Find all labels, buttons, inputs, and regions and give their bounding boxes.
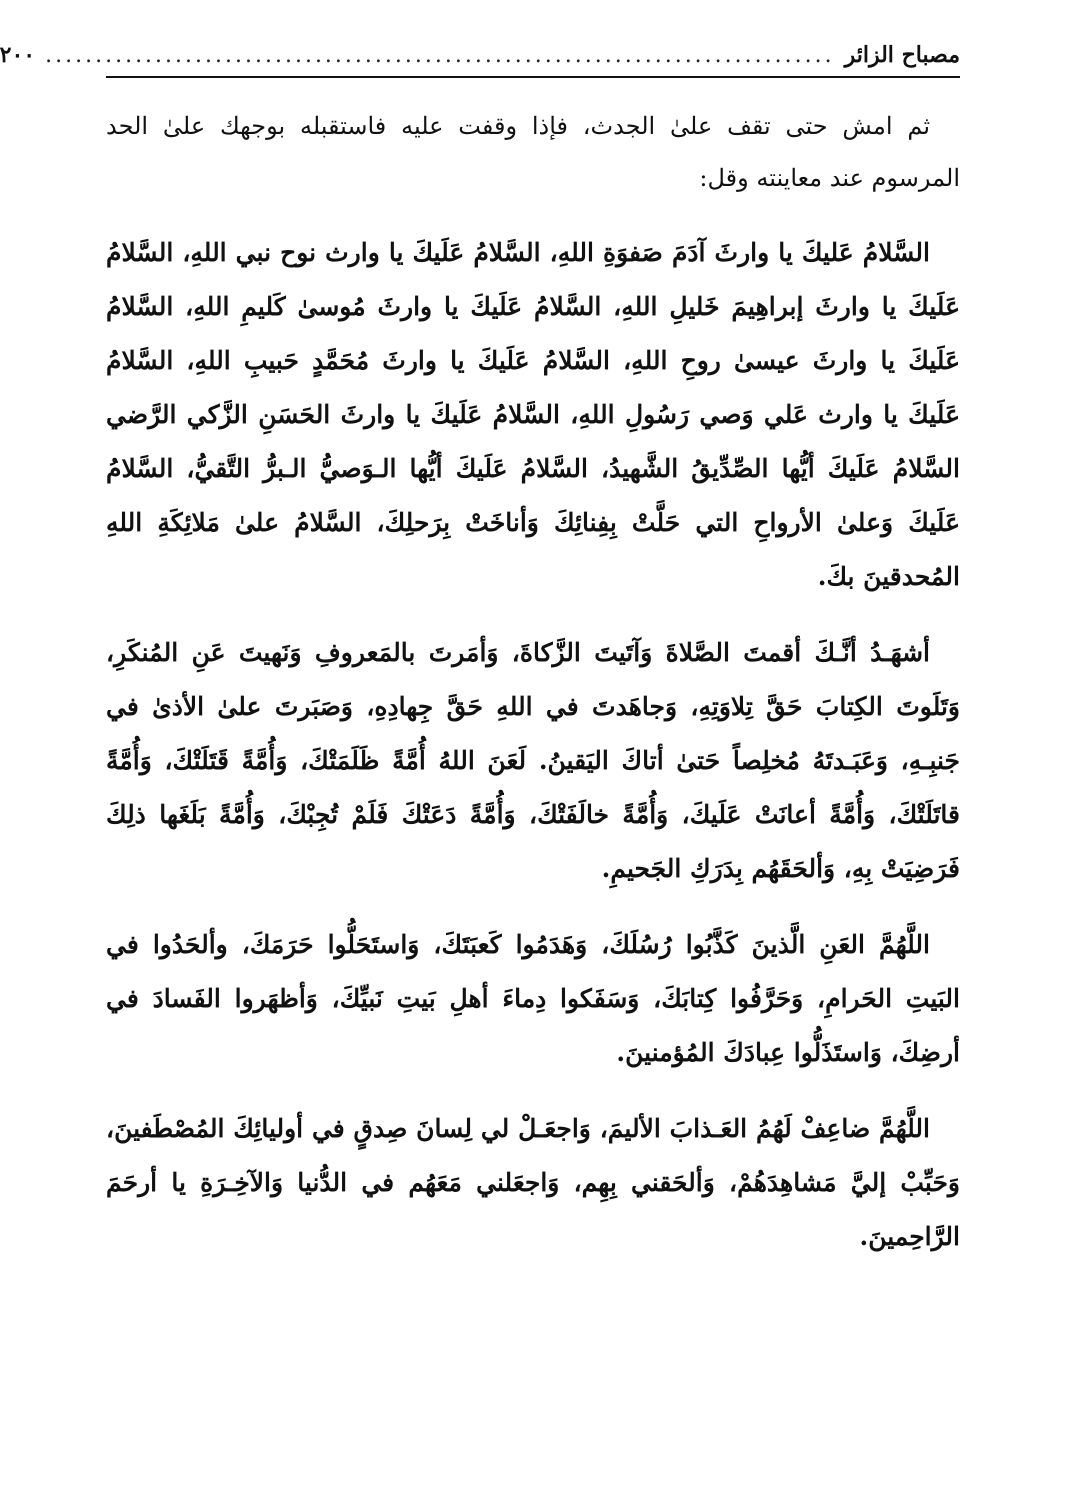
salutation-paragraph: السَّلامُ عَليكَ يا وارثَ آدَمَ صَفوَةِ اللهِ، السَّلامُ عَلَيكَ يا وارث نوح نبي اللهِ، السَّلامُ عَلَيكَ يا وارثَ إبراهِيمَ خَليلِ اللهِ، السَّلامُ عَلَيكَ يا وارثَ مُوسىٰ كَليمِ اللهِ، السَّلامُ عَلَيكَ يا وارثَ عيسىٰ روحِ اللهِ، السَّلامُ عَلَيكَ يا وارثَ مُحَمَّدٍ حَبيبِ اللهِ، السَّلامُ عَلَيكَ يا وارث عَلي وَصي رَسُولِ اللهِ، السَّلامُ عَلَيكَ يا وارثَ الحَسَنِ الزَّكي الرَّضي السَّلامُ عَلَيكَ أيُّها الصِّدِّيقُ الشَّهيدُ، السَّلامُ عَلَيكَ أيُّها الـوَصيُّ الـبرُّ التَّقيُّ، السَّلامُ عَلَيكَ وَعلىٰ الأرواحِ التي حَلَّتْ بِفِنائِكَ وَأناخَتْ بِرَحلِكَ، السَّلامُ علىٰ مَلائِكَةِ اللهِ المُحدقينَ بكَ.: [106, 238, 960, 591]
page-body: [106, 100, 960, 1264]
testimony-paragraph: أشهَـدُ أنَّـكَ أقمتَ الصَّلاةَ وَآتَيتَ الزَّكاةَ، وَأمَرتَ بالمَعروفِ وَنَهيتَ عَنِ المُنكَرِ، وَتَلَوتَ الكِتابَ حَقَّ تِلاوَتِهِ، وَجاهَدتَ في اللهِ حَقَّ جِهادِهِ، وَصَبَرتَ علىٰ الأذىٰ في جَنبِـهِ، وَعَبَـدتَهُ مُخلِصاً حَتىٰ أتاكَ اليَقينُ. لَعَنَ اللهُ أُمَّةً ظَلَمَتْكَ، وَأُمَّةً قَتَلَتْكَ، وَأُمَّةً قاتَلَتْكَ، وَأُمَّةً أعانَتْ عَلَيكَ، وَأُمَّةً خالَفَتْكَ، وَأُمَّةً دَعَتْكَ فَلَمْ تُجِبْكَ، وَأُمَّةً بَلَغَها ذلِكَ فَرَضِيَتْ بِهِ، وَألحَقَهُم بِدَرَكِ الجَحيمِ.: [106, 638, 960, 883]
page-number: ٢٠٠: [0, 42, 36, 68]
leader-dots: ...............................................................................: [45, 42, 835, 68]
running-header: [0, 34, 960, 78]
intro-paragraph: ثم امش حتى تقف علىٰ الجدث، فإذا وقفت عليه فاستقبله بوجهك علىٰ الحد المرسوم عند معاينته وقل:: [106, 112, 960, 192]
book-title: مصباح الزائر: [844, 42, 960, 68]
closing-prayer-paragraph: اللَّهُمَّ ضاعِفْ لَهُمُ العَـذابَ الأليمَ، وَاجعَـلْ لي لِسانَ صِدقٍ في أوليائِكَ المُصْطَفينَ، وَحَبِّبْ إليَّ مَشاهِدَهُمْ، وَألحَقني بِهِم، وَاجعَلني مَعَهُم في الدُّنيا وَالآخِـرَةِ يا أرحَمَ الرَّاحِمينَ.: [106, 1114, 960, 1251]
invocation-paragraph: اللَّهُمَّ العَنِ الَّذينَ كَذَّبُوا رُسُلَكَ، وَهَدَمُوا كَعبَتَكَ، وَاستَحَلُّوا حَرَمَكَ، وألحَدُوا في البَيتِ الحَرامِ، وَحَرَّفُوا كِتابَكَ، وَسَفَكوا دِماءَ أهلِ بَيتِ نَبيِّكَ، وَأظهَروا الفَسادَ في أرضِكَ، وَاستَذَلُّوا عِبادَكَ المُؤمنينَ.: [106, 930, 961, 1067]
